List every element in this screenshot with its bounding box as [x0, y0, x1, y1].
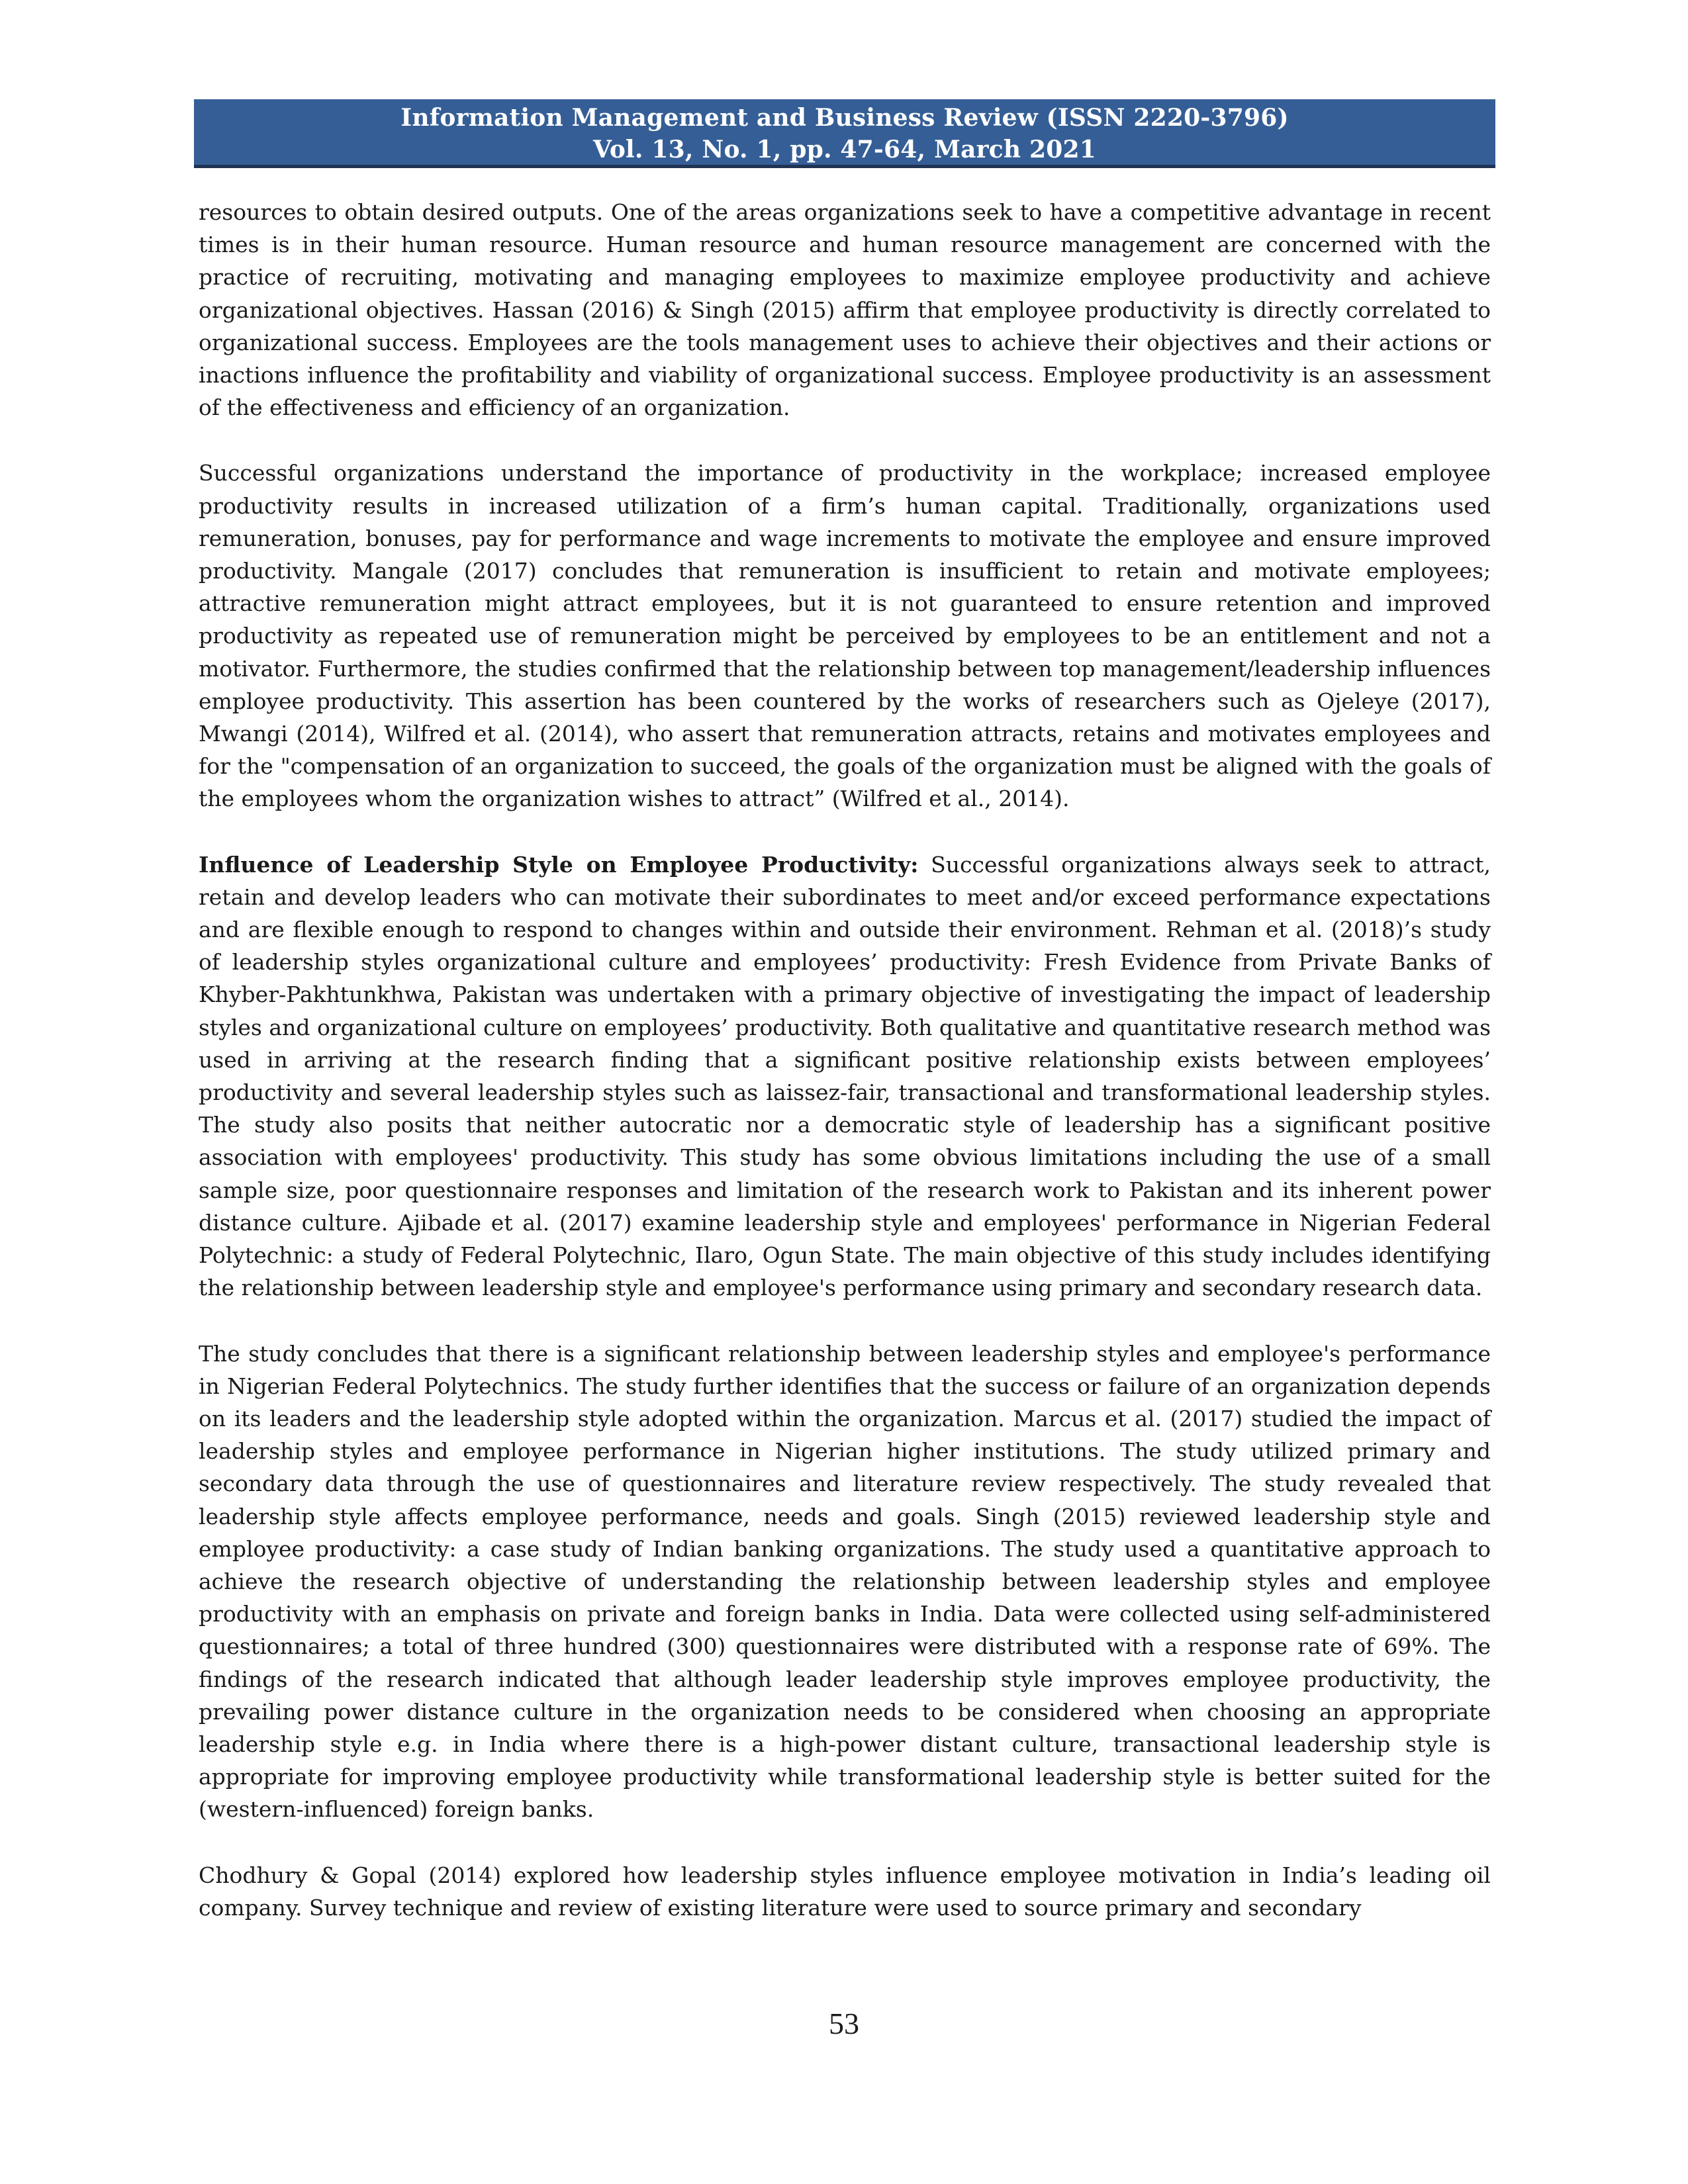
article-body	[199, 196, 1491, 1957]
section-heading: Influence of Leadership Style on Employee Productivity:	[199, 851, 919, 878]
paragraph-text: Successful organizations understand the importance of productivity in the workplace; increased employee productivity results in increased utilization of a firm’s human capital. Traditionally, organizations used remuneration, bonuses, pay for performance and wage increments to motivate the employee and ensure improved productivity. Mangale (2017) concludes that remuneration is insufficient to retain and motivate employees; attractive remuneration might attract employees, but it is not guaranteed to ensure retention and improved productivity as repeated use of remuneration might be perceived by employees to be an entitlement and not a motivator. Furthermore, the studies confirmed that the relationship between top management/leadership influences employee productivity. This assertion has been countered by the works of researchers such as Ojeleye (2017), Mwangi (2014), Wilfred et al. (2014), who assert that remuneration attracts, retains and motivates employees and for the "compensation of an organization to succeed, the goals of the organization must be aligned with the goals of the employees whom the organization wishes to attract” (Wilfred et al., 2014).	[199, 460, 1491, 812]
paragraph-1	[199, 196, 1491, 424]
journal-title: Information Management and Business Review (ISSN 2220-3796)	[400, 104, 1289, 132]
paragraph-text: resources to obtain desired outputs. One of the areas organizations seek to have a competitive advantage in recent times is in their human resource. Human resource and human resource management are concerned with the practice of recruiting, motivating and managing employees to maximize employee productivity and achieve organizational objectives. Hassan (2016) & Singh (2015) affirm that employee productivity is directly correlated to organizational success. Employees are the tools management uses to achieve their objectives and their actions or inactions influence the profitability and viability of organizational success. Employee productivity is an assessment of the effectiveness and efficiency of an organization.	[199, 199, 1491, 421]
journal-header	[194, 99, 1495, 168]
paragraph-5	[199, 1859, 1491, 1924]
issue-info: Vol. 13, No. 1, pp. 47-64, March 2021	[593, 136, 1096, 163]
paragraph-3	[199, 848, 1491, 1304]
paragraph-2	[199, 457, 1491, 815]
paragraph-4	[199, 1338, 1491, 1826]
paragraph-text: The study concludes that there is a significant relationship between leadership styles and employee's performance in Nigerian Federal Polytechnics. The study further identifies that the success or failure of an organization depends on its leaders and the leadership style adopted within the organization. Marcus et al. (2017) studied the impact of leadership styles and employee performance in Nigerian higher institutions. The study utilized primary and secondary data through the use of questionnaires and literature review respectively. The study revealed that leadership style affects employee performance, needs and goals. Singh (2015) reviewed leadership style and employee productivity: a case study of Indian banking organizations. The study used a quantitative approach to achieve the research objective of understanding the relationship between leadership styles and employee productivity with an emphasis on private and foreign banks in India. Data were collected using self-administered questionnaires; a total of three hundred (300) questionnaires were distributed with a response rate of 69%. The findings of the research indicated that although leader leadership style improves employee productivity, the prevailing power distance culture in the organization needs to be considered when choosing an appropriate leadership style e.g. in India where there is a high-power distant culture, transactional leadership style is appropriate for improving employee productivity while transformational leadership style is better suited for the (western-influenced) foreign banks.	[199, 1340, 1491, 1823]
paragraph-text: Chodhury & Gopal (2014) explored how leadership styles influence employee motivation in India’s leading oil company. Survey technique and review of existing literature were used to source primary and secondary	[199, 1862, 1491, 1921]
paragraph-text: Successful organizations always seek to attract, retain and develop leaders who can motivate their subordinates to meet and/or exceed performance expectations and are flexible enough to respond to changes within and outside their environment. Rehman et al. (2018)’s study of leadership styles organizational culture and employees’ productivity: Fresh Evidence from Private Banks of Khyber-Pakhtunkhwa, Pakistan was undertaken with a primary objective of investigating the impact of leadership styles and organizational culture on employees’ productivity. Both qualitative and quantitative research method was used in arriving at the research finding that a significant positive relationship exists between employees’ productivity and several leadership styles such as laissez-fair, transactional and transformational leadership styles. The study also posits that neither autocratic nor a democratic style of leadership has a significant positive association with employees' productivity. This study has some obvious limitations including the use of a small sample size, poor questionnaire responses and limitation of the research work to Pakistan and its inherent power distance culture. Ajibade et al. (2017) examine leadership style and employees' performance in Nigerian Federal Polytechnic: a study of Federal Polytechnic, Ilaro, Ogun State. The main objective of this study includes identifying the relationship between leadership style and employee's performance using primary and secondary research data.	[199, 851, 1491, 1301]
page-number: 53	[829, 2007, 859, 2040]
